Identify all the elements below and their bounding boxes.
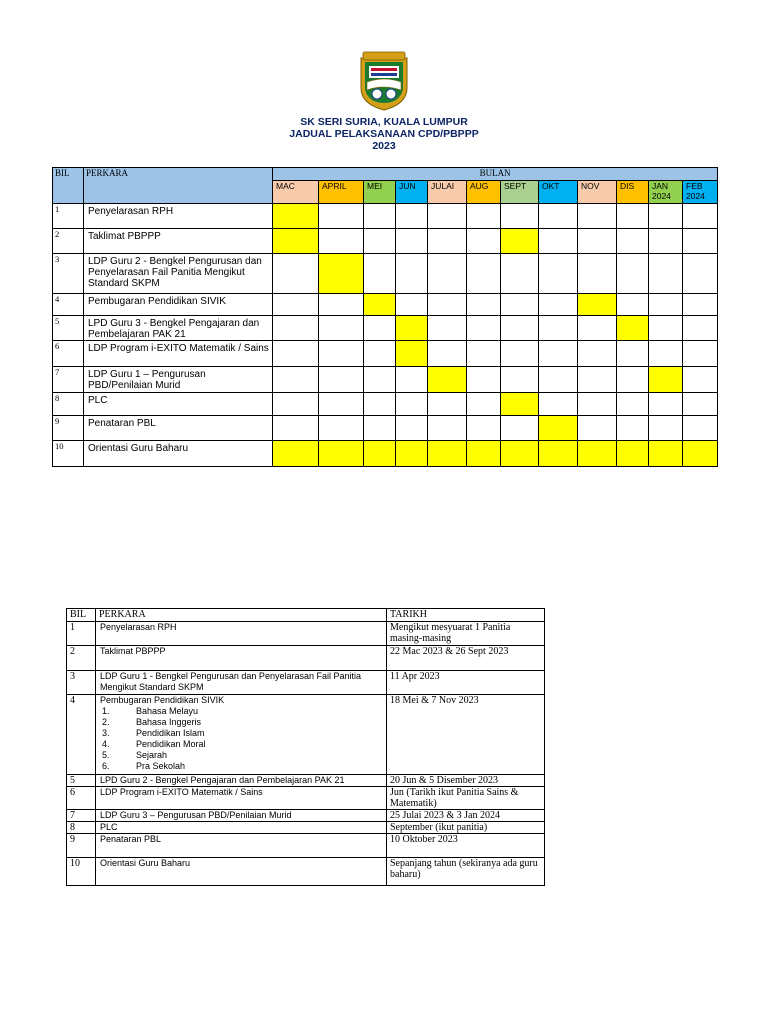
table-row [67, 646, 545, 671]
row-perkara-text: LDP Guru 3 – Pengurusan PBD/Penilaian Murid [100, 810, 292, 820]
schedule-cell [617, 294, 649, 316]
subject-label: Pendidikan Islam [136, 728, 205, 738]
subject-number: 2. [102, 717, 110, 727]
schedule-cell [683, 254, 718, 294]
schedule-cell [683, 341, 718, 367]
schedule-table [52, 167, 718, 467]
row-bil: 7 [53, 367, 84, 393]
subject-label: Bahasa Melayu [136, 706, 199, 716]
month-header: FEB 2024 [683, 181, 718, 204]
subject-item [100, 739, 386, 750]
schedule-mark [364, 294, 396, 316]
schedule-cell [428, 393, 467, 416]
table-row [53, 416, 718, 441]
schedule-cell [578, 367, 617, 393]
schedule-mark [617, 316, 649, 341]
schedule-cell [578, 316, 617, 341]
subject-item [100, 706, 386, 717]
schedule-cell [364, 393, 396, 416]
month-header: DIS [617, 181, 649, 204]
table-row [67, 695, 545, 775]
row-perkara: LPD Guru 3 - Bengkel Pengajaran dan Pembelajaran PAK 21 [84, 316, 273, 341]
schedule-cell [649, 254, 683, 294]
schedule-cell [649, 416, 683, 441]
page-title: JADUAL PELAKSANAAN CPD/PBPPP [289, 128, 479, 140]
schedule-cell [273, 254, 319, 294]
row-perkara [96, 810, 387, 822]
month-header: JULAI [428, 181, 467, 204]
table-row [67, 858, 545, 886]
schedule-cell [683, 229, 718, 254]
row-perkara: LDP Program i-EXITO Matematik / Sains [84, 341, 273, 367]
schedule-cell [396, 416, 428, 441]
schedule-cell [467, 341, 501, 367]
row-tarikh: Mengikut mesyuarat 1 Panitia masing-masing [387, 622, 545, 646]
schedule-cell [649, 294, 683, 316]
schedule-mark [578, 294, 617, 316]
subject-number: 3. [102, 728, 110, 738]
schedule-cell [428, 294, 467, 316]
col-perkara-header: PERKARA [96, 609, 387, 622]
schedule-mark [428, 441, 467, 467]
row-perkara-text: Orientasi Guru Baharu [100, 858, 191, 868]
row-bil: 1 [53, 204, 84, 229]
schedule-cell [273, 294, 319, 316]
schedule-cell [649, 204, 683, 229]
schedule-cell [617, 229, 649, 254]
schedule-mark [396, 316, 428, 341]
schedule-cell [501, 294, 539, 316]
row-bil: 10 [67, 858, 96, 886]
schedule-cell [649, 393, 683, 416]
schedule-cell [273, 341, 319, 367]
schedule-cell [467, 416, 501, 441]
subject-item [100, 728, 386, 739]
month-header: OKT [539, 181, 578, 204]
schedule-cell [428, 204, 467, 229]
col-bil-header: BIL [67, 609, 96, 622]
schedule-cell [273, 393, 319, 416]
row-perkara-text: PLC [100, 822, 118, 832]
row-bil: 4 [53, 294, 84, 316]
schedule-cell [539, 294, 578, 316]
row-perkara: Taklimat PBPPP [84, 229, 273, 254]
subject-item [100, 761, 386, 772]
row-tarikh: 11 Apr 2023 [387, 671, 545, 695]
row-bil: 2 [67, 646, 96, 671]
schedule-cell [319, 341, 364, 367]
schedule-mark [501, 441, 539, 467]
schedule-mark [273, 204, 319, 229]
table-row [53, 229, 718, 254]
schedule-cell [501, 416, 539, 441]
table-row [67, 810, 545, 822]
schedule-cell [428, 254, 467, 294]
schedule-cell [273, 416, 319, 441]
row-perkara: Orientasi Guru Baharu [84, 441, 273, 467]
row-perkara [96, 671, 387, 695]
schedule-cell [319, 316, 364, 341]
schedule-cell [578, 229, 617, 254]
schedule-cell [273, 367, 319, 393]
month-header: SEPT [501, 181, 539, 204]
schedule-mark [501, 229, 539, 254]
schedule-cell [617, 341, 649, 367]
schedule-mark [649, 367, 683, 393]
schedule-cell [649, 316, 683, 341]
table-row [67, 622, 545, 646]
schedule-cell [578, 341, 617, 367]
schedule-cell [501, 341, 539, 367]
row-bil: 2 [53, 229, 84, 254]
row-bil: 5 [67, 775, 96, 787]
schedule-cell [467, 316, 501, 341]
row-bil: 9 [53, 416, 84, 441]
row-tarikh: 25 Julai 2023 & 3 Jan 2024 [387, 810, 545, 822]
row-perkara-text: Taklimat PBPPP [100, 646, 166, 656]
schedule-cell [501, 204, 539, 229]
schedule-mark [319, 254, 364, 294]
schedule-cell [578, 416, 617, 441]
schedule-cell [364, 229, 396, 254]
row-bil: 7 [67, 810, 96, 822]
schedule-cell [319, 393, 364, 416]
schedule-mark [396, 341, 428, 367]
col-bulan-header: BULAN [273, 168, 718, 181]
row-tarikh: Jun (Tarikh ikut Panitia Sains & Matematik) [387, 787, 545, 810]
subject-label: Pendidikan Moral [136, 739, 206, 749]
row-perkara [96, 695, 387, 775]
row-tarikh: 10 Oktober 2023 [387, 834, 545, 858]
schedule-cell [396, 229, 428, 254]
month-header: MEI [364, 181, 396, 204]
subject-label: Pra Sekolah [136, 761, 186, 771]
subject-number: 4. [102, 739, 110, 749]
subject-number: 5. [102, 750, 110, 760]
schedule-cell [578, 254, 617, 294]
schedule-cell [617, 367, 649, 393]
row-bil: 9 [67, 834, 96, 858]
schedule-mark [467, 441, 501, 467]
table-row [53, 254, 718, 294]
school-crest-icon [355, 50, 413, 112]
subject-number: 6. [102, 761, 110, 771]
month-header: AUG [467, 181, 501, 204]
schedule-mark [396, 441, 428, 467]
schedule-mark [501, 393, 539, 416]
schedule-cell [319, 204, 364, 229]
table-row [67, 671, 545, 695]
row-perkara [96, 775, 387, 787]
row-perkara-text: Penyelarasan RPH [100, 622, 177, 632]
subject-label: Sejarah [136, 750, 168, 760]
schedule-cell [467, 294, 501, 316]
row-perkara-text: Penataran PBL [100, 834, 162, 844]
table-row [53, 393, 718, 416]
row-bil: 8 [67, 822, 96, 834]
row-perkara: PLC [84, 393, 273, 416]
schedule-cell [364, 254, 396, 294]
schedule-mark [319, 441, 364, 467]
dates-table [66, 608, 545, 886]
schedule-cell [539, 393, 578, 416]
schedule-cell [617, 254, 649, 294]
row-perkara [96, 622, 387, 646]
schedule-cell [467, 367, 501, 393]
schedule-mark [539, 441, 578, 467]
schedule-cell [649, 229, 683, 254]
schedule-cell [396, 294, 428, 316]
row-bil: 3 [67, 671, 96, 695]
schedule-cell [428, 229, 467, 254]
month-header: MAC [273, 181, 319, 204]
schedule-cell [539, 229, 578, 254]
table-row [53, 341, 718, 367]
schedule-mark [273, 441, 319, 467]
schedule-cell [683, 393, 718, 416]
month-header: APRIL [319, 181, 364, 204]
row-bil: 8 [53, 393, 84, 416]
schedule-mark [273, 229, 319, 254]
subject-item [100, 717, 386, 728]
year-label: 2023 [372, 140, 396, 152]
schedule-cell [396, 204, 428, 229]
schedule-cell [319, 416, 364, 441]
row-perkara: LDP Guru 1 – Pengurusan PBD/Penilaian Murid [84, 367, 273, 393]
row-tarikh: 20 Jun & 5 Disember 2023 [387, 775, 545, 787]
col-tarikh-header: TARIKH [387, 609, 545, 622]
schedule-cell [501, 254, 539, 294]
month-header: JAN 2024 [649, 181, 683, 204]
subject-number: 1. [102, 706, 110, 716]
schedule-cell [539, 254, 578, 294]
row-bil: 3 [53, 254, 84, 294]
row-tarikh: Sepanjang tahun (sekiranya ada guru baharu) [387, 858, 545, 886]
row-bil: 6 [67, 787, 96, 810]
row-bil: 1 [67, 622, 96, 646]
schedule-cell [364, 416, 396, 441]
row-perkara [96, 646, 387, 671]
table-row [53, 441, 718, 467]
schedule-cell [467, 254, 501, 294]
row-bil: 4 [67, 695, 96, 775]
col-bil-header: BIL [53, 168, 84, 204]
row-perkara-text: LPD Guru 2 - Bengkel Pengajaran dan Pembelajaran PAK 21 [100, 775, 345, 785]
table-row [67, 787, 545, 810]
month-header: JUN [396, 181, 428, 204]
schedule-cell [273, 316, 319, 341]
schedule-mark [617, 441, 649, 467]
schedule-cell [428, 316, 467, 341]
schedule-cell [539, 341, 578, 367]
schedule-cell [617, 393, 649, 416]
table-row [67, 775, 545, 787]
row-perkara [96, 787, 387, 810]
schedule-cell [319, 229, 364, 254]
row-perkara: LDP Guru 2 - Bengkel Pengurusan dan Penyelarasan Fail Panitia Mengikut Standard SKPM [84, 254, 273, 294]
schedule-cell [467, 229, 501, 254]
row-perkara-text: LDP Guru 1 - Bengkel Pengurusan dan Penyelarasan Fail Panitia Mengikut Standard SKPM [100, 671, 361, 692]
schedule-cell [396, 393, 428, 416]
schedule-cell [683, 416, 718, 441]
schedule-cell [539, 204, 578, 229]
schedule-cell [501, 367, 539, 393]
subject-label: Bahasa Inggeris [136, 717, 202, 727]
schedule-cell [396, 367, 428, 393]
schedule-cell [683, 316, 718, 341]
schedule-cell [578, 204, 617, 229]
schedule-cell [467, 204, 501, 229]
schedule-cell [467, 393, 501, 416]
table-row [53, 367, 718, 393]
table-row [53, 294, 718, 316]
row-bil: 6 [53, 341, 84, 367]
schedule-cell [683, 204, 718, 229]
schedule-cell [539, 367, 578, 393]
row-tarikh: 22 Mac 2023 & 26 Sept 2023 [387, 646, 545, 671]
month-header: NOV [578, 181, 617, 204]
row-perkara-text: LDP Program i-EXITO Matematik / Sains [100, 787, 263, 797]
schedule-mark [539, 416, 578, 441]
row-perkara [96, 858, 387, 886]
schedule-cell [539, 316, 578, 341]
subject-item [100, 750, 386, 761]
schedule-cell [364, 367, 396, 393]
schedule-cell [617, 416, 649, 441]
schedule-cell [683, 294, 718, 316]
table-row [67, 822, 545, 834]
col-perkara-header: PERKARA [84, 168, 273, 204]
schedule-cell [319, 294, 364, 316]
school-name: SK SERI SURIA, KUALA LUMPUR [300, 116, 468, 128]
row-perkara [96, 822, 387, 834]
schedule-cell [578, 393, 617, 416]
schedule-mark [364, 441, 396, 467]
schedule-cell [364, 204, 396, 229]
row-tarikh: 18 Mei & 7 Nov 2023 [387, 695, 545, 775]
schedule-cell [319, 367, 364, 393]
row-bil: 10 [53, 441, 84, 467]
schedule-cell [501, 316, 539, 341]
schedule-cell [364, 341, 396, 367]
table-row [53, 316, 718, 341]
row-perkara: Pembugaran Pendidikan SIVIK [84, 294, 273, 316]
row-perkara [96, 834, 387, 858]
schedule-mark [649, 441, 683, 467]
schedule-cell [364, 316, 396, 341]
row-perkara: Penyelarasan RPH [84, 204, 273, 229]
schedule-mark [428, 367, 467, 393]
schedule-cell [617, 204, 649, 229]
table-row [53, 204, 718, 229]
table-row [67, 834, 545, 858]
schedule-cell [649, 341, 683, 367]
schedule-cell [428, 416, 467, 441]
row-perkara: Penataran PBL [84, 416, 273, 441]
schedule-mark [683, 441, 718, 467]
row-perkara-text: Pembugaran Pendidikan SIVIK [100, 695, 225, 705]
row-bil: 5 [53, 316, 84, 341]
schedule-cell [396, 254, 428, 294]
row-tarikh: September (ikut panitia) [387, 822, 545, 834]
schedule-cell [428, 341, 467, 367]
schedule-cell [683, 367, 718, 393]
schedule-mark [578, 441, 617, 467]
